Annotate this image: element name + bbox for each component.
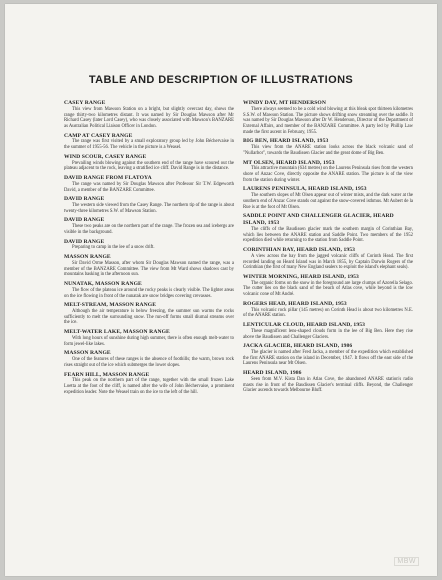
entry-heading: DAVID RANGE bbox=[64, 238, 105, 245]
right-column bbox=[243, 100, 413, 397]
illustration-entry bbox=[64, 254, 234, 278]
entry-description: This view from the ANARE station looks across the black volcanic sand of "Nullarbor", towards the Baudissen Glacier and the great dome of Big Ben. bbox=[243, 145, 413, 156]
entry-heading: CASEY RANGE bbox=[64, 100, 106, 106]
illustration-entry bbox=[243, 213, 413, 244]
entry-heading: WIND SCOUR, CASEY RANGE bbox=[64, 153, 147, 160]
entry-heading: MELT-STREAM, MASSON RANGE bbox=[64, 302, 157, 309]
entry-heading: ROGERS HEAD, HEARD ISLAND, 1953 bbox=[243, 300, 347, 307]
entry-heading: WINDY DAY, MT HENDERSON bbox=[243, 100, 327, 106]
illustration-entry bbox=[243, 138, 413, 156]
illustration-entry bbox=[243, 186, 413, 210]
entry-heading: CAMP AT CASEY RANGE bbox=[64, 132, 133, 139]
illustration-entry bbox=[243, 274, 413, 298]
entry-description: The western side viewed from the Casey Range. The northern tip of the range is about twenty-three kilometres S.W. of Mawson Station. bbox=[64, 203, 234, 214]
entry-description: One of the features of these ranges is the absence of foothills; the warm, brown rock rises straight out of the ice which submerges the lower slopes. bbox=[64, 357, 234, 368]
entry-description: This view from Mawson Station on a bright, but slightly overcast day, shows the range thirty-two kilometres distant. It was named by Sir Douglas Mawson after Mr Richard Casey (later Lord Casey), who was closely associated with Mawson's BANZARE as Australian Political Liaison Officer in London. bbox=[64, 106, 234, 129]
illustration-entry bbox=[243, 247, 413, 271]
illustration-entry bbox=[64, 175, 234, 193]
entry-description: The glacier is named after Fred Jacka, a member of the expedition which established the first ANARE station on the island in December, 1947. It flows off the east side of the Laurens Peninsula near Mt Olsen. bbox=[243, 350, 413, 367]
illustration-entry bbox=[64, 239, 234, 252]
illustration-entry bbox=[243, 322, 413, 340]
entry-heading: FEARN HILL, MASSON RANGE bbox=[64, 371, 150, 378]
illustration-entry bbox=[64, 281, 234, 299]
entry-heading: DAVID RANGE bbox=[64, 217, 105, 224]
entry-description: The southern slopes of Mt Olsen appear out of winter mists, and the dark water at the southern end of Anzac Cove stands out against the snow-covered isthmus. Mt Aubert de la Rue is at the foot of Mt Olsen. bbox=[243, 193, 413, 210]
page-sheet bbox=[5, 4, 437, 576]
entry-description: With long hours of sunshine during high summer, there is often enough melt-water to form jewel-like lakes. bbox=[64, 335, 234, 347]
entry-description: The range was first visited by a small exploratory group led by John Béchervaise in the summer of 1955-56. The vehicle in the picture is a Weasel. bbox=[64, 139, 234, 151]
entry-heading: BIG BEN, HEARD ISLAND, 1953 bbox=[243, 138, 329, 145]
entry-heading: SADDLE POINT AND CHALLENGER GLACIER, HEARD ISLAND, 1953 bbox=[243, 213, 394, 227]
entry-description: These two peaks are on the northern part of the range. The frozen sea and icebergs are visible in the background. bbox=[64, 224, 234, 235]
entry-heading: NUNATAK, MASSON RANGE bbox=[64, 281, 142, 288]
entry-description: The range was named by Sir Douglas Mawson after Professor Sir T.W. Edgeworth David, a member of the BANZARE Committee. bbox=[64, 181, 234, 193]
entry-description: Prevailing winds blowing against the southern end of the range have scoured out the plateau adjacent to the rock, leaving a stratified ice cliff. David Range is in the distance. bbox=[64, 160, 234, 172]
entry-heading: MT OLSEN, HEARD ISLAND, 1953 bbox=[243, 159, 335, 166]
illustration-entry bbox=[243, 100, 413, 135]
entry-description: The cliffs of the Baudissen glacier mark the southern margin of Corinthian Bay, which lies between the ANARE station and Saddle Point. Two members of the 1952 expedition died while returning to the station from Saddle Point. bbox=[243, 226, 413, 244]
entry-description: This volcanic rock pillar (145 metres) on Corinth Head is about two kilometres N.E. of the ANARE station. bbox=[243, 307, 413, 319]
illustration-entry bbox=[64, 217, 234, 235]
entry-description: The flow of the plateau ice around the rocky peaks is clearly visible. The lighter areas on the ice flowing in front of the nunatak are snow bridges covering crevasses. bbox=[64, 287, 234, 299]
illustration-entry bbox=[64, 302, 234, 326]
entry-description: Sir David Orme Masson, after whom Sir Douglas Mawson named the range, was a member of the BANZARE Committee. The view from Mt Ward shows shadows cast by mountains basking in the afternoon sun. bbox=[64, 260, 234, 278]
entry-heading: DAVID RANGE bbox=[64, 196, 105, 203]
entry-heading: MASSON RANGE bbox=[64, 350, 111, 357]
illustration-entry bbox=[64, 350, 234, 368]
entry-description: This attractive mountain (634 metres) on the Laurens Peninsula rises from the western shore of Anzac Cove, directly opposite the ANARE station. The picture is of the view from the station during winter. bbox=[243, 166, 413, 183]
illustration-entry bbox=[64, 329, 234, 347]
entry-description: This peak on the northern part of the range, together with the small frozen Lake Loetta at the foot of the cliff, is named after the wife of John Béchervaise, a prominent expedition leader. Note the Weasel train on the ice to the left of the hill. bbox=[64, 378, 234, 395]
entry-heading: WINTER MORNING, HEARD ISLAND, 1953 bbox=[243, 273, 359, 280]
entry-description: Seen from M.V. Kista Dan in Atlas Cove, the abandoned ANARE station's radio masts rise in front of the Baudissen Glacier's terminal cliffs. Beyond, the Challenger Glacier ascends towards Melbourne Bluff. bbox=[243, 376, 413, 394]
entry-description: A view across the bay from the jagged volcanic cliffs of Corinth Head. The first recorded landing on Heard Island was in March 1855, by Captain Darwin Rogers of the Corinthian (the first of many New England sealers to exploit the island's elephant seals). bbox=[243, 253, 413, 271]
entry-heading: LAURENS PENINSULA, HEARD ISLAND, 1953 bbox=[243, 186, 367, 193]
illustration-entry bbox=[243, 343, 413, 367]
left-column bbox=[64, 100, 234, 398]
entry-heading: DAVID RANGE FROM FLATOYA bbox=[64, 175, 152, 182]
illustration-entry bbox=[64, 133, 234, 151]
entry-heading: MASSON RANGE bbox=[64, 254, 111, 261]
illustration-entry bbox=[243, 370, 413, 394]
illustration-entry bbox=[64, 372, 234, 396]
entry-description: Although the air temperature is below freezing, the summer sun warms the rocks sufficiently to melt the surrounding snow. The run-off forms small diurnal streams over the ice. bbox=[64, 309, 234, 326]
illustration-entry bbox=[64, 154, 234, 172]
entry-description: The organic forms on the snow in the foreground are large clumps of Azorella Selago. The cutter lies on the black sand of the beach of Atlas cove, while beyond is the low volcanic cone of Mt André. bbox=[243, 280, 413, 298]
entry-description: These magnificent lens-shaped clouds form in the lee of Big Ben. Here they rise above the Baudissen and Challenger Glaciers. bbox=[243, 328, 413, 340]
page-title: TABLE AND DESCRIPTION OF ILLUSTRATIONS bbox=[88, 74, 354, 86]
entry-heading: LENTICULAR CLOUD, HEARD ISLAND, 1953 bbox=[243, 322, 366, 329]
entry-heading: HEARD ISLAND, 1986 bbox=[243, 370, 302, 377]
illustration-entry bbox=[64, 100, 234, 130]
artist-monogram: MBW bbox=[394, 557, 419, 566]
entry-description: Preparing to camp in the lee of a snow drift. bbox=[72, 245, 155, 251]
entry-heading: JACKA GLACIER, HEARD ISLAND, 1986 bbox=[243, 343, 353, 350]
illustration-entry bbox=[64, 196, 234, 214]
entry-heading: MELT-WATER LAKE, MASSON RANGE bbox=[64, 329, 170, 336]
illustration-entry bbox=[243, 301, 413, 319]
entry-heading: CORINTHIAN BAY, HEARD ISLAND, 1953 bbox=[243, 247, 356, 254]
entry-description: There always seemed to be a cold wind blowing at this bleak spot thirteen kilometres S.S.W. of Mawson Station. The picture shows drifting snow streaming over the saddle. It was named by Sir Douglas Mawson after Dr W. Henderson, Director of the Department of External Affairs, and member of the BANZARE Committee. A party led by Phillip Law made the first ascent in February, 1955. bbox=[243, 106, 413, 135]
illustration-entry bbox=[243, 160, 413, 184]
